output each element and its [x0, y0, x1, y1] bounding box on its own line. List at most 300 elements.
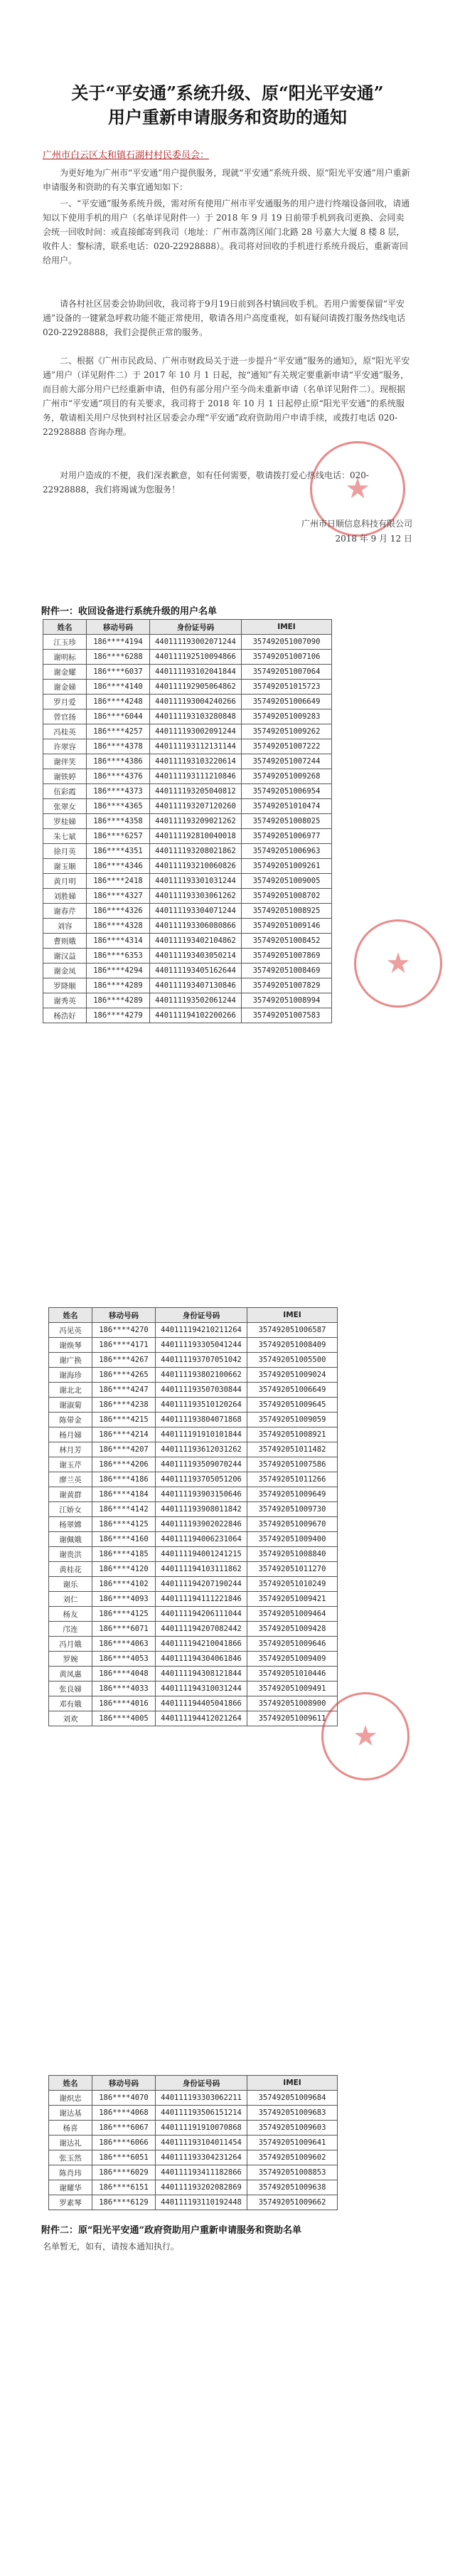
id-number-cell: 440111194210041866 — [156, 1637, 247, 1652]
table-row — [49, 1547, 338, 1562]
phone-cell: 186****6067 — [92, 2121, 156, 2136]
table-row — [49, 1353, 338, 1368]
imei-cell: 357492051009602 — [247, 2150, 338, 2165]
phone-cell: 186****6029 — [92, 2165, 156, 2180]
phone-cell: 186****4186 — [92, 1472, 156, 1487]
imei-cell: 357492051009662 — [247, 2195, 338, 2210]
id-number-cell: 440111193111210846 — [150, 769, 242, 784]
name-cell: 谢焕琴 — [49, 1338, 92, 1353]
imei-cell: 357492051009684 — [247, 2091, 338, 2106]
name-cell: 陈肖玮 — [49, 2165, 92, 2180]
table-row — [49, 1637, 338, 1652]
notice-title-line1: 关于“平安通”系统升级、原“阳光平安通” — [71, 83, 384, 103]
name-cell: 杨翠嫦 — [49, 1517, 92, 1532]
name-cell: 刘仁 — [49, 1592, 92, 1607]
name-cell: 谢金耀 — [43, 665, 87, 680]
phone-cell: 186****2418 — [87, 874, 150, 889]
table-row — [43, 934, 332, 949]
imei-cell: 357492051007244 — [242, 754, 332, 769]
imei-cell: 357492051008025 — [242, 814, 332, 829]
imei-cell: 357492051006649 — [242, 695, 332, 709]
imei-cell: 357492051007869 — [242, 949, 332, 964]
phone-cell: 186****4194 — [87, 635, 150, 650]
name-cell: 谢北北 — [49, 1383, 92, 1398]
name-cell: 邝连 — [49, 1622, 92, 1637]
id-number-cell: 440111193303061262 — [150, 889, 242, 904]
phone-cell: 186****4140 — [87, 680, 150, 695]
name-cell: 杨月娣 — [49, 1427, 92, 1442]
phone-cell: 186****6257 — [87, 829, 150, 844]
imei-cell: 357492051009649 — [247, 1487, 338, 1502]
phone-cell: 186****4326 — [87, 904, 150, 919]
name-cell: 朱七斌 — [43, 829, 87, 844]
table-row — [49, 2106, 338, 2121]
table-row — [43, 1008, 332, 1023]
imei-cell: 357492051009400 — [247, 1532, 338, 1547]
id-number-cell: 440111193103280848 — [150, 709, 242, 724]
id-number-cell: 440111193403050214 — [150, 949, 242, 964]
id-number-cell: 440111193407130846 — [150, 978, 242, 993]
id-number-cell: 440111193705051206 — [156, 1472, 247, 1487]
id-number-cell: 440111193110192448 — [156, 2195, 247, 2210]
imei-cell: 357492051009491 — [247, 1682, 338, 1696]
table-row — [43, 695, 332, 709]
id-number-cell: 440111193103220614 — [150, 754, 242, 769]
imei-cell: 357492051009268 — [242, 769, 332, 784]
name-cell: 冯见英 — [49, 1323, 92, 1338]
seal-star-icon: ★ — [345, 473, 370, 505]
name-cell: 罗降顺 — [43, 978, 87, 993]
id-number-cell: 440111193506151214 — [156, 2106, 247, 2121]
id-number-cell: 440111193306080866 — [150, 919, 242, 934]
attachment-two-note: 名单暂无，如有，请按本通知执行。 — [43, 2242, 180, 2252]
id-number-cell: 440111193903150646 — [156, 1487, 247, 1502]
attachment-one-title: 附件一：收回设备进行系统升级的用户名单 — [41, 606, 218, 617]
table-row — [49, 1383, 338, 1398]
phone-cell: 186****4102 — [92, 1577, 156, 1592]
table-row — [43, 635, 332, 650]
name-cell: 杨浩好 — [43, 1008, 87, 1023]
imei-cell: 357492051009262 — [242, 724, 332, 739]
name-cell: 黄月明 — [43, 874, 87, 889]
imei-cell: 357492051008452 — [242, 934, 332, 949]
id-number-cell: 440111194102200266 — [150, 1008, 242, 1023]
id-number-cell: 440111193305041244 — [156, 1338, 247, 1353]
imei-cell: 357492051011266 — [247, 1472, 338, 1487]
table-row — [49, 2121, 338, 2136]
name-cell: 张翠女 — [43, 799, 87, 814]
phone-cell: 186****4346 — [87, 859, 150, 874]
id-number-cell: 440111193509070244 — [156, 1457, 247, 1472]
imei-cell: 357492051008921 — [247, 1427, 338, 1442]
signature-date: 2018 年 9 月 12 日 — [335, 534, 412, 544]
table-row — [49, 1682, 338, 1696]
id-number-cell: 440111193303062211 — [156, 2091, 247, 2106]
table-row — [43, 680, 332, 695]
table-row — [49, 1457, 338, 1472]
table-row — [43, 844, 332, 859]
table-row — [49, 2091, 338, 2106]
id-number-cell: 440111192810040018 — [150, 829, 242, 844]
phone-cell: 186****4238 — [92, 1398, 156, 1413]
phone-cell: 186****4142 — [92, 1502, 156, 1517]
phone-cell: 186****4270 — [92, 1323, 156, 1338]
phone-cell: 186****4120 — [92, 1562, 156, 1577]
name-cell: 谢黄群 — [49, 1487, 92, 1502]
id-number-cell: 440111193207120260 — [150, 799, 242, 814]
phone-cell: 186****4160 — [92, 1532, 156, 1547]
id-number-cell: 440111193202082869 — [156, 2180, 247, 2195]
phone-cell: 186****4125 — [92, 1607, 156, 1622]
id-number-cell: 440111193304071244 — [150, 904, 242, 919]
name-cell: 谢铁婷 — [43, 769, 87, 784]
seal-star-icon: ★ — [353, 1720, 378, 1753]
table-row — [43, 724, 332, 739]
name-cell: 张良娣 — [49, 1682, 92, 1696]
table-row — [49, 1622, 338, 1637]
imei-cell: 357492051009646 — [247, 1637, 338, 1652]
table-row — [49, 1532, 338, 1547]
imei-cell: 357492051009024 — [247, 1368, 338, 1383]
imei-cell: 357492051008469 — [242, 964, 332, 978]
table-row — [49, 1562, 338, 1577]
table-header-cell: 移动号码 — [92, 1308, 156, 1323]
imei-cell: 357492051007583 — [242, 1008, 332, 1023]
attachment-seal-1 — [354, 919, 442, 1008]
table-row — [43, 978, 332, 993]
table-row — [43, 814, 332, 829]
phone-cell: 186****4048 — [92, 1667, 156, 1682]
table-header-cell: 身份证号码 — [150, 620, 242, 635]
name-cell: 谢贵洪 — [49, 1547, 92, 1562]
id-number-cell: 440111191910070868 — [156, 2121, 247, 2136]
phone-cell: 186****6288 — [87, 650, 150, 665]
phone-cell: 186****4185 — [92, 1547, 156, 1562]
table-row — [49, 1398, 338, 1413]
imei-cell: 357492051008994 — [242, 993, 332, 1008]
phone-cell: 186****4279 — [87, 1008, 150, 1023]
name-cell: 陈带金 — [49, 1413, 92, 1427]
table-row — [43, 919, 332, 934]
imei-cell: 357492051009670 — [247, 1517, 338, 1532]
attachment-seal-2 — [321, 1692, 410, 1780]
phone-cell: 186****4351 — [87, 844, 150, 859]
table-row — [43, 904, 332, 919]
name-cell: 谢广换 — [49, 1353, 92, 1368]
imei-cell: 357492051006587 — [247, 1323, 338, 1338]
id-number-cell: 440111193802100662 — [156, 1368, 247, 1383]
name-cell: 刘容 — [43, 919, 87, 934]
imei-cell: 357492051008409 — [247, 1338, 338, 1353]
id-number-cell: 440111193908011842 — [156, 1502, 247, 1517]
imei-cell: 357492051010249 — [247, 1577, 338, 1592]
phone-cell: 186****4328 — [87, 919, 150, 934]
section-two-paragraph: 二、根据《广州市民政局、广州市财政局关于进一步提升“平安通”服务的通知》，原“阳光平安通”用户（详见附件二）于 2017 年 10 月 1 日起，按“通知”有关规定要重新申请“平安通”服务，而目前大部分用户已经重新申请，但仍有部分用户至今尚未重新申请（名单详见附件二）。现根据广州市“平安通”项目的有关要求，我司将于 2018 年 10 月 1 日起停止原“阳光平安通”的系统服务，敬请相关用户尽快到村社区居委会办理“平安通”政府资助用户申请手续，或拨打电话 020-22928888 咨询办理。 — [43, 356, 410, 437]
table-header-cell: 移动号码 — [92, 2076, 156, 2091]
name-cell: 谢汉益 — [43, 949, 87, 964]
name-cell: 杨喜 — [49, 2121, 92, 2136]
continued-user-table — [48, 1307, 338, 1726]
phone-cell: 186****4247 — [92, 1383, 156, 1398]
imei-cell: 357492051009261 — [242, 859, 332, 874]
phone-cell: 186****4125 — [92, 1517, 156, 1532]
table-header-cell: 姓名 — [49, 1308, 92, 1323]
imei-cell: 357492051006977 — [242, 829, 332, 844]
id-number-cell: 440111194001241215 — [156, 1547, 247, 1562]
phone-cell: 186****6353 — [87, 949, 150, 964]
imei-cell: 357492051015723 — [242, 680, 332, 695]
table-row — [49, 1472, 338, 1487]
notice-title — [43, 81, 412, 130]
id-number-cell: 440111193002071244 — [150, 635, 242, 650]
imei-cell: 357492051009638 — [247, 2180, 338, 2195]
table-row — [49, 2165, 338, 2180]
id-number-cell: 440111193507030844 — [156, 1383, 247, 1398]
imei-cell: 357492051009611 — [247, 1711, 338, 1726]
table-header-cell: 姓名 — [49, 2076, 92, 2091]
name-cell: 廖兰英 — [49, 1472, 92, 1487]
table-row — [49, 1442, 338, 1457]
table-row — [43, 859, 332, 874]
id-number-cell: 440111193402104862 — [150, 934, 242, 949]
imei-cell: 357492051009059 — [247, 1413, 338, 1427]
table-row — [43, 799, 332, 814]
phone-cell: 186****4033 — [92, 1682, 156, 1696]
imei-cell: 357492051007222 — [242, 739, 332, 754]
phone-cell: 186****4294 — [87, 964, 150, 978]
intro-paragraph: 为更好地为广州市“平安通”用户提供服务，现就“平安通”系统升级、原“阳光平安通”用户重新申请服务和资助的有关事宜通知如下： — [43, 168, 410, 192]
table-row — [49, 1652, 338, 1667]
table-row — [43, 709, 332, 724]
table-row — [43, 769, 332, 784]
table-row — [43, 949, 332, 964]
final-user-table — [48, 2075, 338, 2210]
table-row — [49, 1413, 338, 1427]
phone-cell: 186****4248 — [87, 695, 150, 709]
name-cell: 谢乐 — [49, 1577, 92, 1592]
imei-cell: 357492051007090 — [242, 635, 332, 650]
name-cell: 徐月英 — [43, 844, 87, 859]
phone-cell: 186****4289 — [87, 978, 150, 993]
imei-cell: 357492051008840 — [247, 1547, 338, 1562]
table-header-row — [49, 2076, 338, 2091]
imei-cell: 357492051007106 — [242, 650, 332, 665]
imei-cell: 357492051009645 — [247, 1398, 338, 1413]
phone-cell: 186****4214 — [92, 1427, 156, 1442]
name-cell: 罗月爱 — [43, 695, 87, 709]
phone-cell: 186****4068 — [92, 2106, 156, 2121]
phone-cell: 186****6129 — [92, 2195, 156, 2210]
imei-cell: 357492051009409 — [247, 1652, 338, 1667]
phone-cell: 186****4053 — [92, 1652, 156, 1667]
table-header-row — [49, 1308, 338, 1323]
name-cell: 江娇女 — [49, 1502, 92, 1517]
table-header-cell: IMEI — [247, 1308, 338, 1323]
name-cell: 谢耀华 — [49, 2180, 92, 2195]
name-cell: 冯月娥 — [49, 1637, 92, 1652]
id-number-cell: 440111193510120264 — [156, 1398, 247, 1413]
name-cell: 谢淑菊 — [49, 1398, 92, 1413]
imei-cell: 357492051008853 — [247, 2165, 338, 2180]
imei-cell: 357492051009641 — [247, 2136, 338, 2150]
table-row — [49, 1607, 338, 1622]
phone-cell: 186****4093 — [92, 1592, 156, 1607]
name-cell: 谢金娣 — [43, 680, 87, 695]
imei-cell: 357492051011482 — [247, 1442, 338, 1457]
id-number-cell: 440111194310031244 — [156, 1682, 247, 1696]
table-row — [49, 1502, 338, 1517]
phone-cell: 186****6051 — [92, 2150, 156, 2165]
phone-cell: 186****4063 — [92, 1637, 156, 1652]
imei-cell: 357492051008900 — [247, 1696, 338, 1711]
id-number-cell: 440111193208021862 — [150, 844, 242, 859]
phone-cell: 186****4358 — [87, 814, 150, 829]
phone-cell: 186****4206 — [92, 1457, 156, 1472]
phone-cell: 186****6151 — [92, 2180, 156, 2195]
phone-cell: 186****4378 — [87, 739, 150, 754]
table-row — [49, 1667, 338, 1682]
phone-cell: 186****6044 — [87, 709, 150, 724]
phone-cell: 186****4365 — [87, 799, 150, 814]
attachment-two-title: 附件二：原“阳光平安通”政府资助用户重新申请服务和资助名单 — [41, 2225, 301, 2236]
table-row — [49, 1517, 338, 1532]
phone-cell: 186****4289 — [87, 993, 150, 1008]
section-one-paragraph: 一、“平安通”服务系统升级，需对所有使用广州市平安通服务的用户进行终端设备回收，请通知以下使用手机的用户（名单详见附件一）于 2018 年 9 月 19 日前带手机到我司更换、会同卖会统一回收时间：或直接邮寄到我司（地址：广州市荔湾区闻门北路 28 号嘉大大厦 8 楼 8 层，收件人：黎标清，联系电话：020-22928888）。我司将对回收的手机进行系统升级后，重新寄回给用户。 — [43, 199, 410, 265]
phone-cell: 186****6071 — [92, 1622, 156, 1637]
id-number-cell: 440111193612031262 — [156, 1442, 247, 1457]
name-cell: 黄桂花 — [49, 1562, 92, 1577]
phone-cell: 186****4207 — [92, 1442, 156, 1457]
addressee: 广州市白云区太和镇石湖村村民委员会： — [43, 150, 210, 161]
phone-cell: 186****4070 — [92, 2091, 156, 2106]
id-number-cell: 440111193102041844 — [150, 665, 242, 680]
imei-cell: 357492051009464 — [247, 1607, 338, 1622]
table-header-cell: IMEI — [242, 620, 332, 635]
table-header-cell: 身份证号码 — [156, 2076, 247, 2091]
imei-cell: 357492051009428 — [247, 1622, 338, 1637]
phone-cell: 186****4386 — [87, 754, 150, 769]
name-cell: 张玉然 — [49, 2150, 92, 2165]
id-number-cell: 440111193707051042 — [156, 1353, 247, 1368]
table-row — [49, 1427, 338, 1442]
table-row — [49, 2195, 338, 2210]
id-number-cell: 440111193004240266 — [150, 695, 242, 709]
name-cell: 谢明标 — [43, 650, 87, 665]
name-cell: 谢金凤 — [43, 964, 87, 978]
phone-cell: 186****4257 — [87, 724, 150, 739]
imei-cell: 357492051008702 — [242, 889, 332, 904]
closing-paragraph: 对用户造成的不便，我们深表歉意，如有任何需要，敬请拨打爱心热线电话：020-22928888，我们将竭诚为您服务！ — [43, 470, 369, 495]
imei-cell: 357492051008925 — [242, 904, 332, 919]
table-row — [43, 993, 332, 1008]
phone-cell: 186****4327 — [87, 889, 150, 904]
phone-cell: 186****4373 — [87, 784, 150, 799]
imei-cell: 357492051009683 — [247, 2106, 338, 2121]
id-number-cell: 440111193209021262 — [150, 814, 242, 829]
id-number-cell: 440111193411182866 — [156, 2165, 247, 2180]
name-cell: 谢海珍 — [49, 1368, 92, 1383]
table-row — [49, 1338, 338, 1353]
name-cell: 曾官扬 — [43, 709, 87, 724]
table-row — [43, 889, 332, 904]
phone-cell: 186****6066 — [92, 2136, 156, 2150]
table-row — [49, 2136, 338, 2150]
imei-cell: 357492051011270 — [247, 1562, 338, 1577]
table-header-cell: 移动号码 — [87, 620, 150, 635]
phone-cell: 186****4005 — [92, 1711, 156, 1726]
name-cell: 曹则娥 — [43, 934, 87, 949]
name-cell: 邓有娥 — [49, 1696, 92, 1711]
notice-title-line2: 用户重新申请服务和资助的通知 — [108, 107, 347, 127]
table-header-cell: 身份证号码 — [156, 1308, 247, 1323]
seal-star-icon: ★ — [385, 947, 411, 980]
id-number-cell: 440111192905064862 — [150, 680, 242, 695]
table-header-row — [43, 620, 332, 635]
name-cell: 谢炽忠 — [49, 2091, 92, 2106]
id-number-cell: 440111193205040812 — [150, 784, 242, 799]
table-row — [49, 2150, 338, 2165]
name-cell: 谢玉芹 — [49, 1457, 92, 1472]
id-number-cell: 440111191910101844 — [156, 1427, 247, 1442]
id-number-cell: 440111192510094866 — [150, 650, 242, 665]
table-row — [49, 1323, 338, 1338]
name-cell: 刘胜娣 — [43, 889, 87, 904]
imei-cell: 357492051009283 — [242, 709, 332, 724]
attachment-one-table — [43, 619, 332, 1023]
id-number-cell: 440111194103111862 — [156, 1562, 247, 1577]
imei-cell: 357492051005500 — [247, 1353, 338, 1368]
phone-cell: 186****4016 — [92, 1696, 156, 1711]
table-row — [43, 739, 332, 754]
phone-cell: 186****4267 — [92, 1353, 156, 1368]
imei-cell: 357492051009146 — [242, 919, 332, 934]
id-number-cell: 440111194405041866 — [156, 1696, 247, 1711]
table-header-cell: 姓名 — [43, 620, 87, 635]
name-cell: 谢玉顺 — [43, 859, 87, 874]
table-row — [49, 2180, 338, 2195]
name-cell: 罗婉 — [49, 1652, 92, 1667]
section-one-followup-paragraph: 请各村社区居委会协助回收，我司将于9月19日前到各村镇回收手机。若用户需要保留“平安通”设备的一键紧急呼救功能不能正常使用，敬请各用户高度重视，如有疑问请拨打服务热线电话 020-22928888，我们会提供正常的服务。 — [43, 299, 406, 337]
name-cell: 许翠容 — [43, 739, 87, 754]
id-number-cell: 440111193002091244 — [150, 724, 242, 739]
table-row — [43, 829, 332, 844]
id-number-cell: 440111193301031244 — [150, 874, 242, 889]
id-number-cell: 440111194111221846 — [156, 1592, 247, 1607]
phone-cell: 186****4376 — [87, 769, 150, 784]
table-row — [49, 1592, 338, 1607]
name-cell: 谢达礼 — [49, 2136, 92, 2150]
id-number-cell: 440111193405162644 — [150, 964, 242, 978]
imei-cell: 357492051010446 — [247, 1667, 338, 1682]
id-number-cell: 440111193210060826 — [150, 859, 242, 874]
name-cell: 刘欢 — [49, 1711, 92, 1726]
phone-cell: 186****4184 — [92, 1487, 156, 1502]
name-cell: 杨友 — [49, 1607, 92, 1622]
id-number-cell: 440111193104011454 — [156, 2136, 247, 2150]
name-cell: 谢达基 — [49, 2106, 92, 2121]
name-cell: 黄凤惠 — [49, 1667, 92, 1682]
id-number-cell: 440111193304231264 — [156, 2150, 247, 2165]
id-number-cell: 440111193502061244 — [150, 993, 242, 1008]
table-row — [49, 1368, 338, 1383]
table-row — [49, 1487, 338, 1502]
id-number-cell: 440111194304061846 — [156, 1652, 247, 1667]
name-cell: 冯桂英 — [43, 724, 87, 739]
phone-cell: 186****4171 — [92, 1338, 156, 1353]
signature-company: 广州市日顺信息科技有限公司 — [301, 519, 412, 529]
imei-cell: 357492051007829 — [242, 978, 332, 993]
phone-cell: 186****4314 — [87, 934, 150, 949]
